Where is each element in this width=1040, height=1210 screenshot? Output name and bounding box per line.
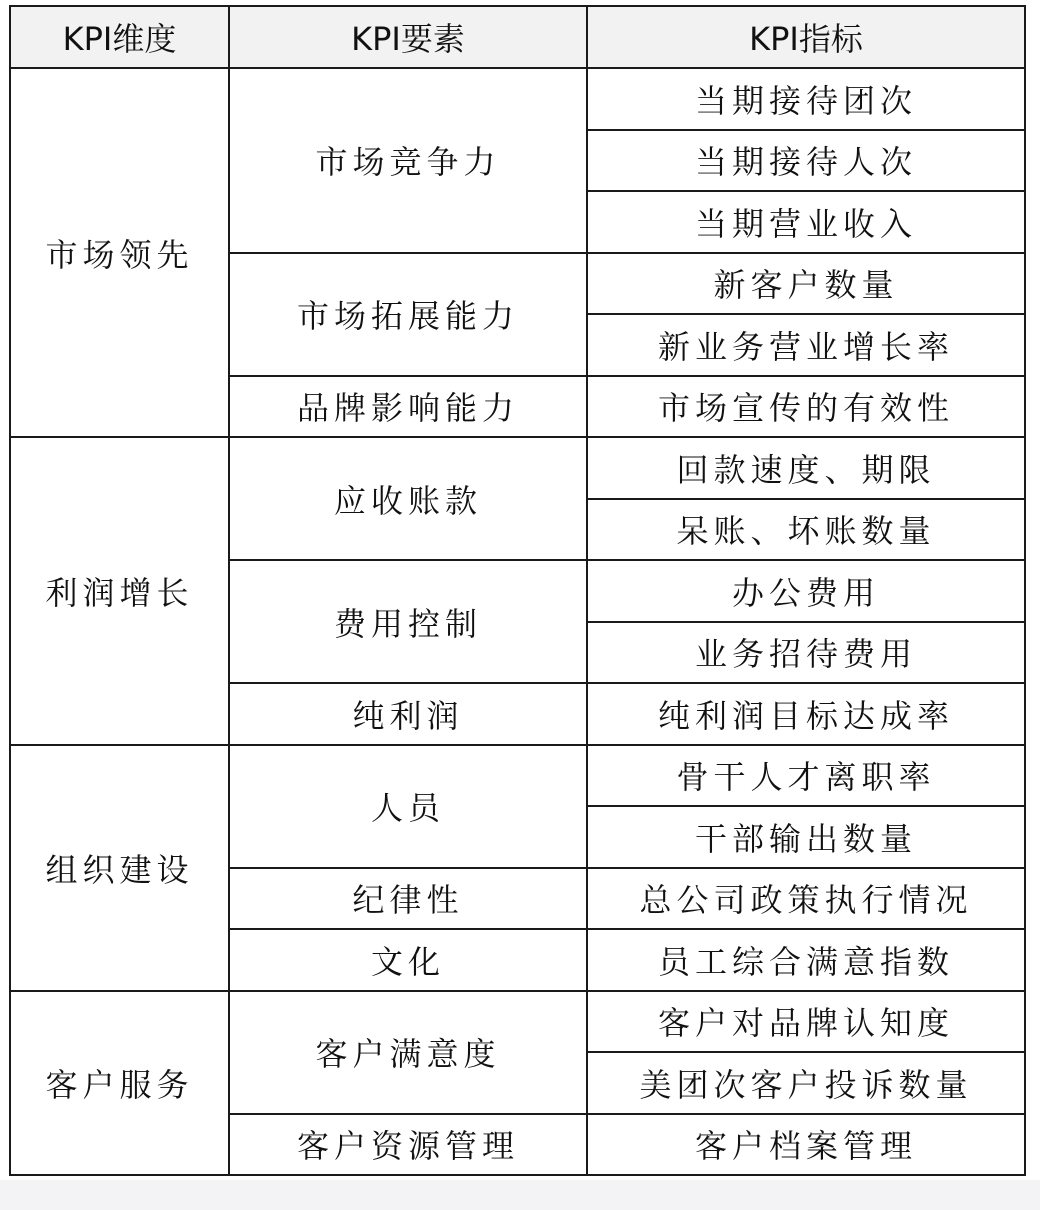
indicator-cell: 办公费用	[587, 560, 1025, 622]
indicator-cell: 纯利润目标达成率	[587, 683, 1025, 745]
indicator-cell: 市场宣传的有效性	[587, 376, 1025, 438]
table-row	[10, 991, 1025, 1053]
indicator-cell: 新客户数量	[587, 253, 1025, 315]
element-cell: 市场竞争力	[229, 68, 587, 253]
element-cell: 应收账款	[229, 437, 587, 560]
element-cell: 品牌影响能力	[229, 376, 587, 438]
header-dimension: KPI维度	[10, 6, 229, 68]
element-cell: 人员	[229, 745, 587, 868]
dimension-cell: 组织建设	[10, 745, 229, 991]
indicator-cell: 客户对品牌认知度	[587, 991, 1025, 1053]
element-cell: 文化	[229, 929, 587, 991]
indicator-cell: 业务招待费用	[587, 622, 1025, 684]
header-row	[10, 6, 1025, 68]
element-cell: 客户资源管理	[229, 1114, 587, 1176]
element-cell: 客户满意度	[229, 991, 587, 1114]
dimension-cell: 客户服务	[10, 991, 229, 1176]
indicator-cell: 干部输出数量	[587, 806, 1025, 868]
indicator-cell: 骨干人才离职率	[587, 745, 1025, 807]
indicator-cell: 当期接待人次	[587, 130, 1025, 192]
indicator-cell: 呆账、坏账数量	[587, 499, 1025, 561]
indicator-cell: 当期营业收入	[587, 191, 1025, 253]
element-cell: 纪律性	[229, 868, 587, 930]
indicator-cell: 美团次客户投诉数量	[587, 1052, 1025, 1114]
element-cell: 市场拓展能力	[229, 253, 587, 376]
indicator-cell: 总公司政策执行情况	[587, 868, 1025, 930]
kpi-table	[9, 5, 1026, 1176]
header-element: KPI要素	[229, 6, 587, 68]
indicator-cell: 客户档案管理	[587, 1114, 1025, 1176]
footer-band	[0, 1180, 1040, 1210]
table-row	[10, 745, 1025, 807]
element-cell: 纯利润	[229, 683, 587, 745]
indicator-cell: 回款速度、期限	[587, 437, 1025, 499]
element-cell: 费用控制	[229, 560, 587, 683]
dimension-cell: 利润增长	[10, 437, 229, 745]
indicator-cell: 员工综合满意指数	[587, 929, 1025, 991]
table-row	[10, 68, 1025, 130]
indicator-cell: 当期接待团次	[587, 68, 1025, 130]
indicator-cell: 新业务营业增长率	[587, 314, 1025, 376]
dimension-cell: 市场领先	[10, 68, 229, 437]
table-row	[10, 437, 1025, 499]
header-indicator: KPI指标	[587, 6, 1025, 68]
